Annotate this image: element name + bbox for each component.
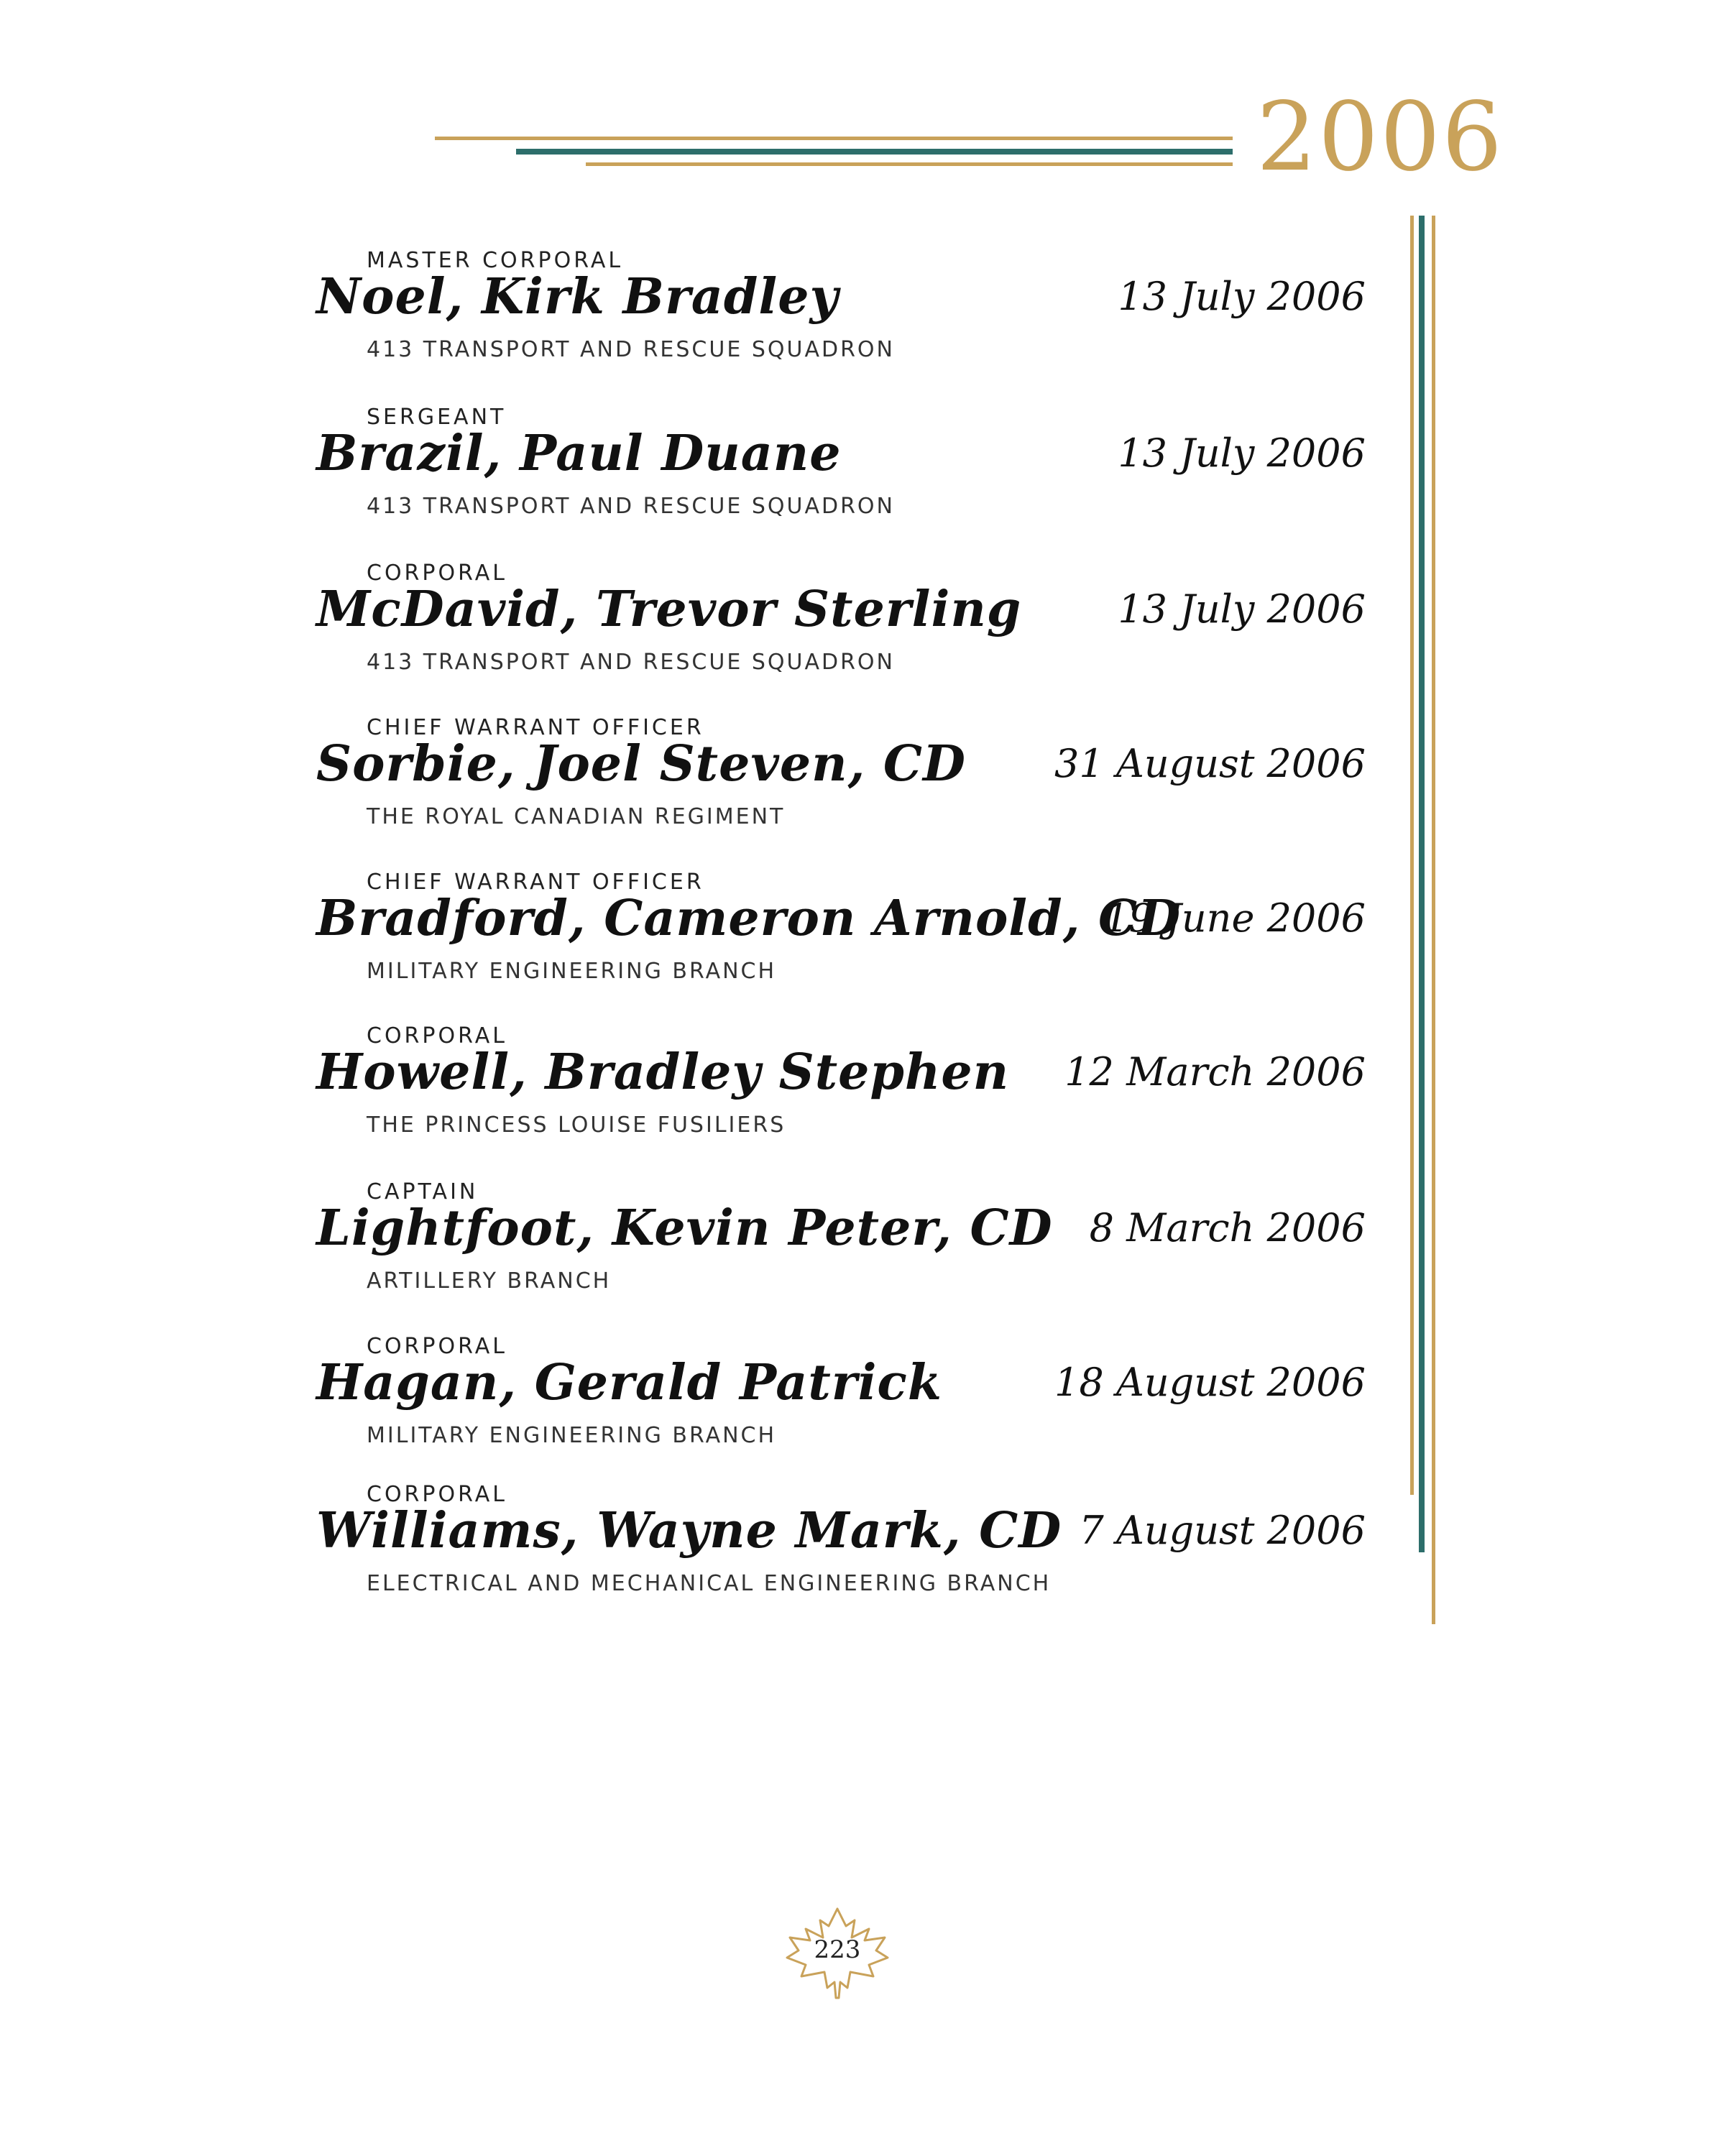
header-rule-teal xyxy=(516,149,1233,155)
entry xyxy=(316,248,1366,392)
entry-rank: CAPTAIN xyxy=(367,1179,479,1204)
entry-unit: ARTILLERY BRANCH xyxy=(367,1268,612,1294)
header-rule-gold-top xyxy=(435,137,1233,140)
entry-name: Howell, Bradley Stephen xyxy=(316,1044,1010,1101)
entry-rank: CHIEF WARRANT OFFICER xyxy=(367,715,704,740)
entry-rank: CORPORAL xyxy=(367,1334,507,1359)
entry-unit: MILITARY ENGINEERING BRANCH xyxy=(367,959,777,984)
entry xyxy=(316,1023,1366,1167)
entry-unit: THE ROYAL CANADIAN REGIMENT xyxy=(367,804,786,829)
entry xyxy=(316,561,1366,704)
entry-rank: CORPORAL xyxy=(367,1482,507,1507)
entry-rank: CHIEF WARRANT OFFICER xyxy=(367,870,704,895)
entry-unit: 413 TRANSPORT AND RESCUE SQUADRON xyxy=(367,337,895,362)
entry-rank: MASTER CORPORAL xyxy=(367,248,624,273)
entry-date: 13 July 2006 xyxy=(1118,274,1366,319)
entry-date: 7 August 2006 xyxy=(1079,1508,1366,1553)
entry-name: Brazil, Paul Duane xyxy=(316,425,842,482)
side-rule-teal xyxy=(1419,216,1425,1552)
entry-unit: 413 TRANSPORT AND RESCUE SQUADRON xyxy=(367,494,895,519)
entry-name: Hagan, Gerald Patrick xyxy=(316,1354,942,1411)
entry-name: Williams, Wayne Mark, CD xyxy=(316,1502,1062,1560)
entry-date: 13 July 2006 xyxy=(1118,430,1366,476)
entry xyxy=(316,715,1366,859)
entry-name: Sorbie, Joel Steven, CD xyxy=(316,735,967,793)
entry-date: 18 August 2006 xyxy=(1054,1360,1366,1405)
entry-rank: CORPORAL xyxy=(367,1023,507,1049)
entry-name: Bradford, Cameron Arnold, CD xyxy=(316,890,1182,947)
page-number-ornament xyxy=(780,1904,895,2001)
entry-date: 12 March 2006 xyxy=(1064,1049,1366,1095)
entry-name: Lightfoot, Kevin Peter, CD xyxy=(316,1199,1053,1257)
page-number: 223 xyxy=(814,1935,861,1964)
entry-unit: ELECTRICAL AND MECHANICAL ENGINEERING BRANCH xyxy=(367,1571,1052,1596)
entry-unit: MILITARY ENGINEERING BRANCH xyxy=(367,1423,777,1448)
entry-unit: 413 TRANSPORT AND RESCUE SQUADRON xyxy=(367,650,895,675)
entry xyxy=(316,1334,1366,1478)
header-rule-gold-bottom xyxy=(586,162,1233,166)
side-rule-gold-left xyxy=(1410,216,1414,1495)
entry xyxy=(316,1179,1366,1323)
entry-date: 8 March 2006 xyxy=(1089,1205,1366,1250)
entry-unit: THE PRINCESS LOUISE FUSILIERS xyxy=(367,1112,786,1138)
entry-date: 19 June 2006 xyxy=(1104,895,1366,941)
year-heading: 2006 xyxy=(1256,82,1504,193)
entry-date: 31 August 2006 xyxy=(1054,741,1366,786)
entry-rank: SERGEANT xyxy=(367,405,507,430)
entry xyxy=(316,405,1366,548)
entry-date: 13 July 2006 xyxy=(1118,586,1366,632)
side-rule-gold-right xyxy=(1432,216,1435,1624)
entry-name: Noel, Kirk Bradley xyxy=(316,268,840,326)
entry xyxy=(316,870,1366,1013)
entry xyxy=(316,1482,1366,1626)
entry-rank: CORPORAL xyxy=(367,561,507,586)
entry-name: McDavid, Trevor Sterling xyxy=(316,581,1022,638)
